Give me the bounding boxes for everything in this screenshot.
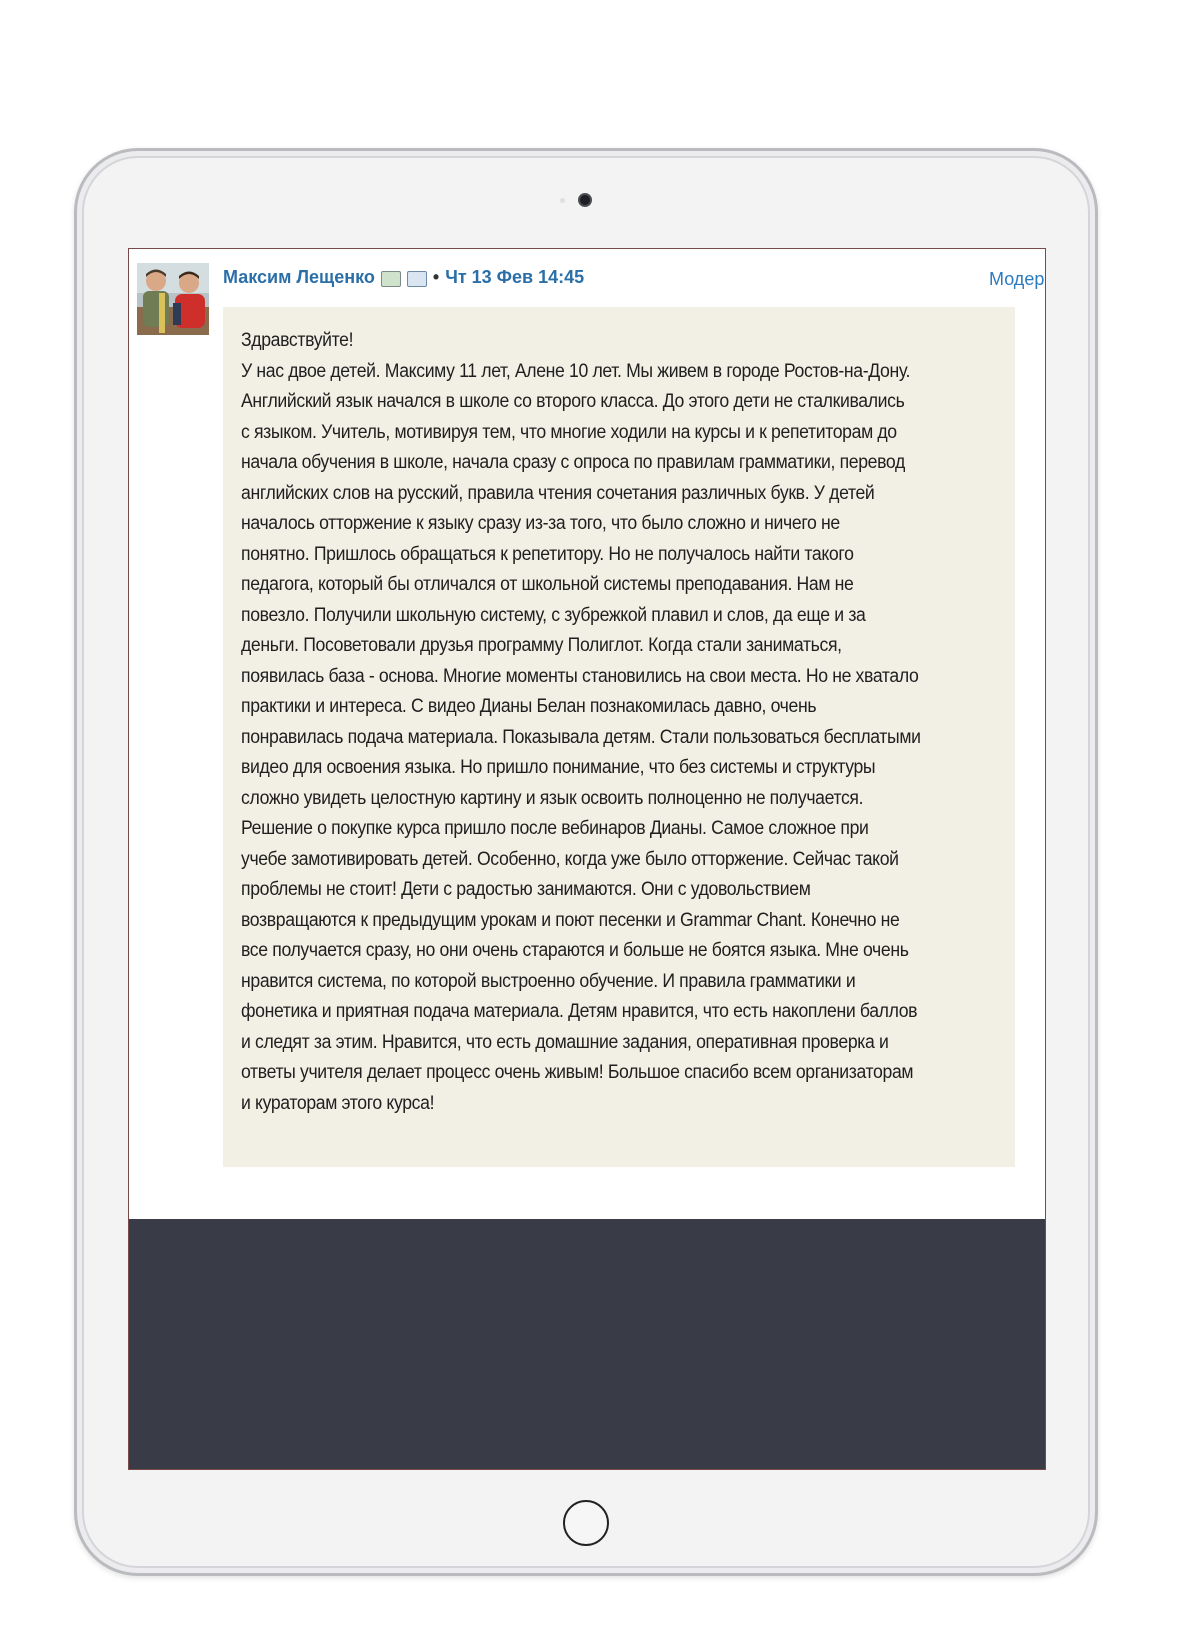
- post-timestamp-link[interactable]: Чт 13 Фев 14:45: [445, 267, 585, 287]
- post-header: [223, 267, 584, 288]
- money-badge-icon: [381, 271, 401, 287]
- avatar[interactable]: [137, 263, 209, 335]
- header-separator: •: [432, 267, 440, 287]
- front-camera-icon: [578, 193, 592, 207]
- bottom-panel: [129, 1219, 1045, 1470]
- light-sensor: [560, 198, 565, 203]
- certificate-badge-icon: [407, 271, 427, 287]
- message-text: Здравствуйте! У нас двое детей. Максиму 11 лет, Алене 10 лет. Мы живем в городе Ростов-на-Дону. Английский язык начался в школе со второго класса. До этого дети не сталкивались с языком. Учитель, мотивируя тем, что многие ходили на курсы и к репетиторам до начала обучения в школе, начала сразу с опроса по правилам грамматики, перевод английских слов на русский, правила чтения сочетания различных букв. У детей началось отторжение к языку сразу из-за того, что было сложно и ничего не понятно. Пришлось обращаться к репетитору. Но не получалось найти такого педагога, который бы отличался от школьной системы преподавания. Нам не повезло. Получили школьную систему, с зубрежкой плавил и слов, да еще и за деньги. Посоветовали друзья программу Полиглот. Когда стали заниматься, появилась база - основа. Многие моменты становились на свои места. Но не хватало практики и интереса. С видео Дианы Белан познакомилась давно, очень понравилась подача материала. Показывала детям. Стали пользоваться бесплатыми видео для освоения языка. Но пришло понимание, что без системы и структуры сложно увидеть целостную картину и язык освоить полноценно не получается. Решение о покупке курса пришло после вебинаров Дианы. Самое сложное при учебе замотивировать детей. Особенно, когда уже было отторжение. Сейчас такой проблемы не стоит! Дети с радостью занимаются. Они с удовольствием возвращаются к предыдущим урокам и поют песенки и Grammar Chant. Конечно не все получается сразу, но они очень стараются и больше не боятся языка. Мне очень нравится система, по которой выстроенно обучение. И правила грамматики и фонетика и приятная подача материала. Детям нравится, что есть накоплени баллов и следят за этим. Нравится, что есть домашние задания, оперативная проверка и ответы учителя делает процесс очень живым! Большое спасибо всем организаторам и кураторам этого курса!: [241, 329, 921, 1114]
- home-button[interactable]: [563, 1500, 609, 1546]
- moderate-link[interactable]: Модер: [989, 269, 1045, 289]
- avatar-photo: [137, 263, 209, 335]
- message-box: [223, 307, 1015, 1167]
- author-name-link[interactable]: Максим Лещенко: [223, 267, 375, 287]
- tablet-screen: [128, 248, 1046, 1470]
